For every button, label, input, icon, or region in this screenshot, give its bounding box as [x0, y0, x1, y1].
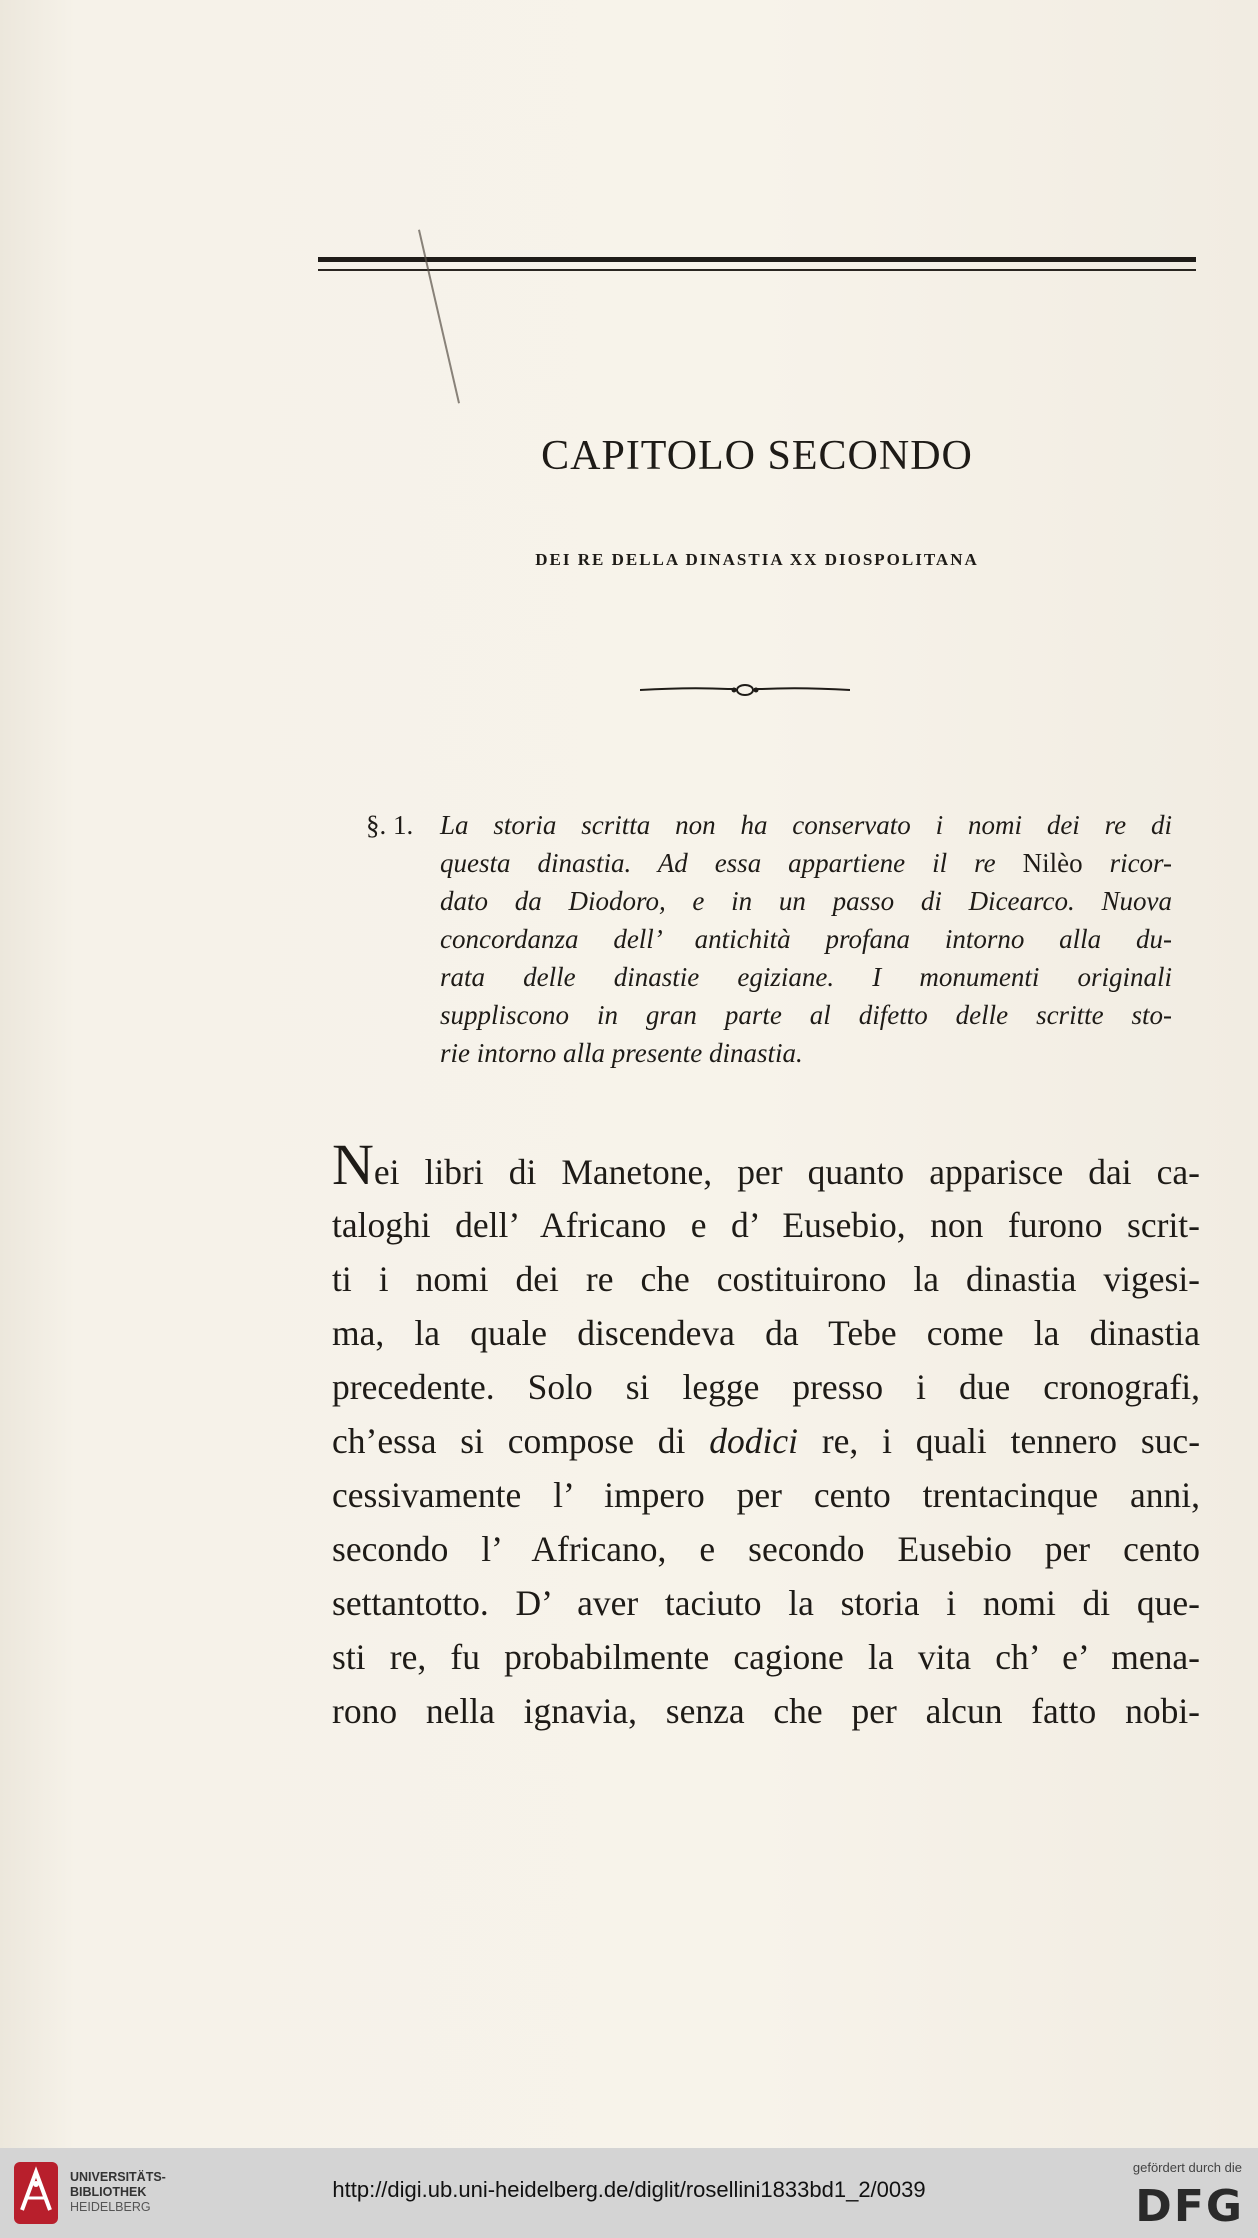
body-line: ma, la quale discendeva da Tebe come la dinastia	[332, 1313, 1200, 1353]
summary-king-name: Nilèo	[1022, 848, 1083, 878]
permalink-url[interactable]: http://digi.ub.uni-heidelberg.de/diglit/rosellini1833bd1_2/0039	[332, 2177, 926, 2202]
drop-cap: N	[332, 1132, 374, 1197]
body-emphasis: dodici	[709, 1421, 798, 1461]
body-line	[332, 1420, 1200, 1462]
institution-line: BIBLIOTHEK	[70, 2185, 147, 2199]
body-line: cessivamente l’ impero per cento trentacinque anni,	[332, 1475, 1200, 1515]
stray-pencil-mark	[418, 230, 460, 404]
summary-line	[440, 844, 1172, 882]
summary-line-text: questa dinastia. Ad essa appartiene il re	[440, 848, 996, 878]
body-line	[332, 1132, 1200, 1197]
header-rule-thin	[318, 269, 1196, 271]
body-line: ti i nomi dei re che costituirono la dinastia vigesi-	[332, 1259, 1200, 1299]
body-line: secondo l’ Africano, e secondo Eusebio per cento	[332, 1529, 1200, 1569]
summary-line-tail: ricor-	[1109, 848, 1173, 878]
summary-line: La storia scritta non ha conservato i nomi dei re di	[440, 810, 1172, 840]
body-line: precedente. Solo si legge presso i due cronografi,	[332, 1367, 1200, 1407]
summary-line: rie intorno alla presente dinastia.	[440, 1038, 803, 1068]
body-line-text: ch’essa si compose di	[332, 1421, 686, 1461]
summary-line: rata delle dinastie egiziane. I monumenti originali	[440, 962, 1172, 992]
body-line: sti re, fu probabilmente cagione la vita ch’ e’ mena-	[332, 1637, 1200, 1677]
summary-line: concordanza dell’ antichità profana intorno alla du-	[440, 924, 1172, 954]
body-line: taloghi dell’ Africano e d’ Eusebio, non furono scrit-	[332, 1205, 1200, 1245]
body-line: settantotto. D’ aver taciuto la storia i nomi di que-	[332, 1583, 1200, 1623]
body-line-text: ei libri di Manetone, per quanto apparisce dai ca-	[373, 1152, 1200, 1192]
header-rule-thick	[318, 257, 1196, 262]
body-line-text: re, i quali tennero suc-	[821, 1421, 1201, 1461]
section-mark: §. 1.	[366, 810, 414, 840]
summary-line: suppliscono in gran parte al difetto delle scritte sto-	[440, 1000, 1172, 1030]
viewer-footer	[0, 2148, 1258, 2238]
funded-by-label: gefördert durch die	[1132, 2160, 1242, 2175]
chapter-subtitle: DEI RE DELLA DINASTIA XX DIOSPOLITANA	[535, 550, 979, 569]
institution-line: HEIDELBERG	[70, 2200, 151, 2214]
chapter-title: CAPITOLO SECONDO	[541, 433, 973, 479]
dfg-logo: DFG	[1135, 2181, 1244, 2232]
summary-line: dato da Diodoro, e in un passo di Dicearco. Nuova	[440, 886, 1172, 916]
institution-line: UNIVERSITÄTS-	[70, 2170, 166, 2184]
ornament-divider	[640, 683, 850, 697]
body-line: rono nella ignavia, senza che per alcun fatto nobi-	[332, 1691, 1200, 1731]
